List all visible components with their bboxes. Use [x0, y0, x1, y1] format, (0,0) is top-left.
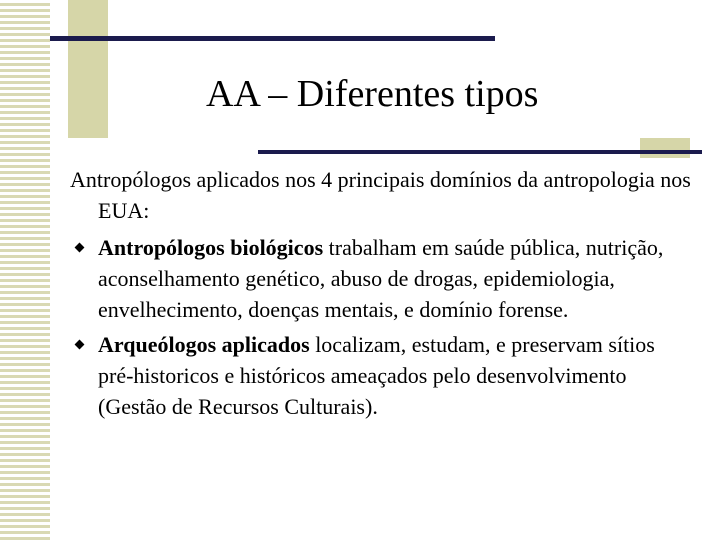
slide-body: [70, 164, 695, 426]
intro-paragraph: Antropólogos aplicados nos 4 principais domínios da antropologia nos EUA:: [70, 167, 691, 223]
bullet-text: [98, 329, 695, 422]
decorative-olive-block-top: [68, 0, 108, 138]
decorative-olive-block-right: [640, 138, 690, 158]
bullet-bold-term: Arqueólogos aplicados: [98, 332, 310, 357]
bullet-item: [70, 329, 695, 422]
decorative-stripe-band: [0, 0, 50, 540]
slide-title: AA – Diferentes tipos: [206, 73, 539, 115]
decorative-navy-line-top: [50, 36, 495, 41]
bullet-item: [70, 232, 695, 325]
decorative-navy-line-right: [258, 150, 702, 154]
diamond-bullet-icon: [70, 232, 98, 263]
bullet-text: [98, 232, 695, 325]
bullet-bold-term: Antropólogos biológicos: [98, 235, 324, 260]
bullet-description: trabalham em saúde pública, nutrição, aconselhamento genético, abuso de drogas, epidemiologia, envelhecimento, doenças mentais, e domínio forense.: [98, 235, 664, 322]
bullet-description: localizam, estudam, e preservam sítios pré-historicos e históricos ameaçados pelo desenvolvimento (Gestão de Recursos Culturais).: [98, 332, 655, 419]
diamond-bullet-icon: [70, 329, 98, 360]
